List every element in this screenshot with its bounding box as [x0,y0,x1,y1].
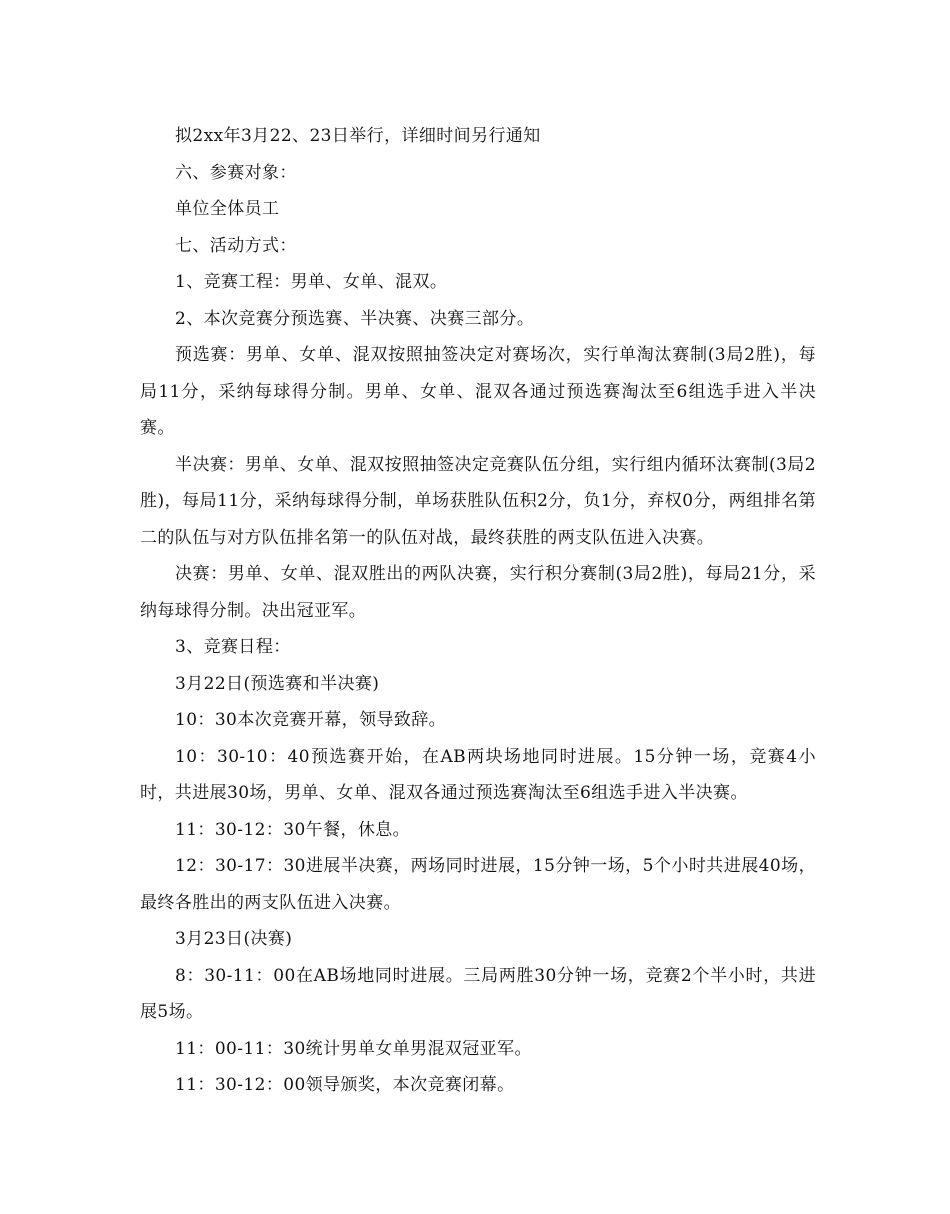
schedule-item: 11：30-12：30午餐，休息。 [175,819,411,840]
paragraph-schedule-date: 拟2xx年3月22、23日举行，详细时间另行通知 [175,126,541,146]
paragraph-events: 1、竞赛工程：男单、女单、混双。 [175,272,448,292]
paragraph-semifinal: 半决赛：男单、女单、混双按照抽签决定竞赛队伍分组，实行组内循环汰赛制(3局2胜)，每局11分，采纳每球得分制，单场获胜队伍积2分，负1分，弃权0分，两组排名第二的队伍与对方队伍排名第一的队伍对战，最终获胜的两支队伍进入决赛。 [140,454,816,548]
paragraph-final: 决赛：男单、女单、混双胜出的两队决赛，实行积分赛制(3局2胜)，每局21分，采纳每球得分制。决出冠亚军。 [140,564,816,621]
document-body [140,118,816,1104]
schedule-item: 11：00-11：30统计男单女单男混双冠亚军。 [175,1038,532,1059]
heading-schedule: 3、竞赛日程： [175,637,291,657]
paragraph-participants: 单位全体员工 [175,199,280,219]
schedule-item: 11：30-12：00领导颁奖，本次竞赛闭幕。 [175,1075,515,1095]
heading-activity-format: 七、活动方式： [175,235,297,256]
schedule-item: 12：30-17：30进展半决赛，两场同时进展，15分钟一场，5个小时共进展40场，最终各胜出的两支队伍进入决赛。 [140,856,816,913]
schedule-day-2: 3月23日(决赛) [175,929,293,949]
heading-participants: 六、参赛对象： [175,162,297,183]
schedule-item: 10：30-10：40预选赛开始，在AB两块场地同时进展。15分钟一场，竞赛4小时，共进展30场，男单、女单、混双各通过预选赛淘汰至6组选手进入半决赛。 [140,746,816,803]
schedule-item: 8：30-11：00在AB场地同时进展。三局两胜30分钟一场，竞赛2个半小时，共进展5场。 [140,965,816,1022]
schedule-item: 10：30本次竞赛开幕，领导致辞。 [175,710,447,730]
paragraph-stages: 2、本次竞赛分预选赛、半决赛、决赛三部分。 [175,308,535,329]
schedule-day-1: 3月22日(预选赛和半决赛) [175,673,380,694]
paragraph-preliminary: 预选赛：男单、女单、混双按照抽签决定对赛场次，实行单淘汰赛制(3局2胜)，每局11分，采纳每球得分制。男单、女单、混双各通过预选赛淘汰至6组选手进入半决赛。 [140,345,816,438]
